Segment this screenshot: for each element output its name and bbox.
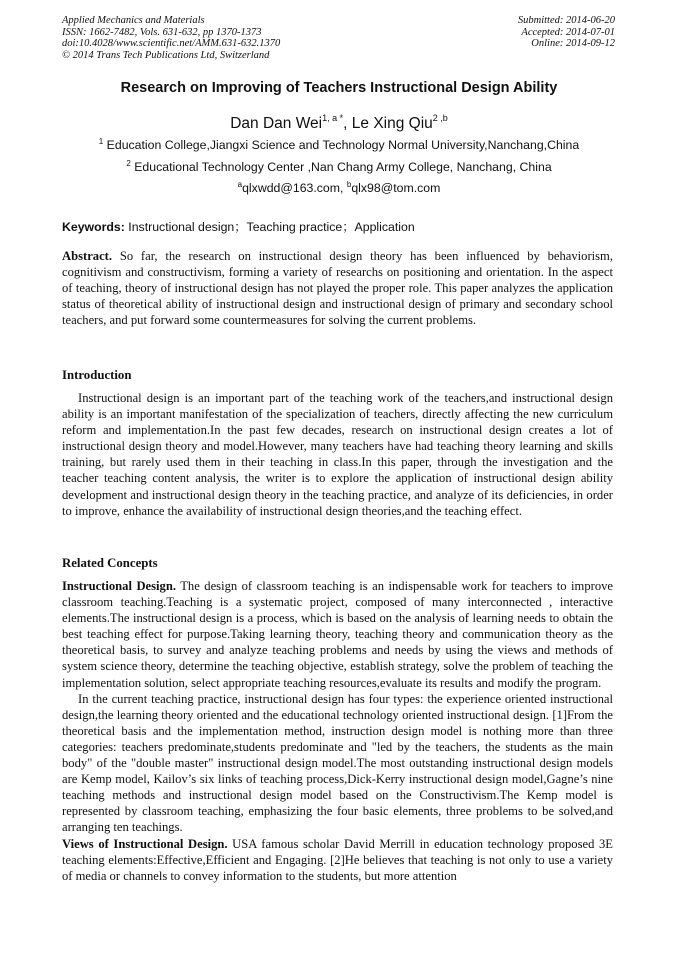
paragraph: [62, 578, 613, 691]
keywords: [62, 217, 415, 235]
author-name: Dan Dan Wei: [230, 115, 323, 132]
paragraph: Instructional design is an important part of the teaching work of the teachers,and instructional design ability is an important manifestation of the specialization of teachers, directly affecting the new curriculum reform and implementation.In the past few decades, research on instructional design creates a lot of instructional design theory and model.However, many teachers have had teaching theory learning and skills training, but rarely used them in their teaching in class.In this paper, through the investigation and the teacher teaching content analysis, the writer is to explore the application of instructional design ability development and instructional design theory in the teaching practice, and analyze of its deficiencies, in order to improve, enhance the availability of instructional design theories,and the teaching effect.: [62, 391, 613, 518]
related-concepts-section: [62, 578, 613, 884]
affiliation-number: 2: [126, 159, 131, 168]
author-emails: [0, 180, 678, 195]
journal-issn: ISSN: 1662-7482, Vols. 631-632, pp 1370-1373: [62, 26, 262, 38]
paragraph-text: USA famous scholar David Merrill in education technology proposed 3E teaching elements:Effective,Efficient and Engaging. [2]He believes that teaching is not only to use a variety of media or channels to convey information to the students, but more attention: [62, 836, 613, 883]
publication-dates: [518, 15, 615, 50]
email-marker: a: [237, 180, 243, 189]
journal-info: [62, 15, 280, 61]
affiliation-number: 1: [98, 137, 104, 146]
author-superscript: 2 ,b: [432, 113, 448, 123]
email-marker: b: [346, 180, 352, 189]
email-link[interactable]: qlxwdd@163.com,: [242, 181, 347, 195]
affiliation: [0, 159, 678, 174]
email-link[interactable]: qlx98@tom.com: [351, 181, 441, 195]
keywords-label: Keywords:: [62, 220, 125, 234]
paper-title: Research on Improving of Teachers Instructional Design Ability: [120, 80, 558, 96]
accepted-date: Accepted: 2014-07-01: [521, 26, 615, 38]
online-date: Online: 2014-09-12: [531, 38, 615, 49]
section-heading-related-concepts: Related Concepts: [62, 556, 158, 570]
journal-name: Applied Mechanics and Materials: [62, 15, 205, 26]
affiliation-text: Educational Technology Center ,Nan Chang Army College, Nanchang, China: [130, 160, 552, 174]
keywords-text: Instructional design；Teaching practice；Application: [124, 220, 415, 234]
paragraph-lead: Instructional Design.: [62, 579, 176, 593]
paragraph: [62, 836, 613, 884]
paragraph-text: The design of classroom teaching is an indispensable work for teachers to improve classroom teaching.Teaching is a systematic project, composed of many interconnected , interactive elements.The instructional design is a process, which is based on the analysis of learning needs to obtain the best teaching effect for purpose.Taking learning theory, teaching theory and communication theory as the theoretical basis, to survey and analyze teaching problems and needs by using the views and methods of system science theory, determine the teaching objective, establish strategy, solve the problem of teaching the implementation solution, select appropriate teaching resources,evaluate its results and modify the program.: [62, 579, 614, 690]
journal-copyright: © 2014 Trans Tech Publications Ltd, Switzerland: [62, 49, 270, 61]
journal-doi: doi:10.4028/www.scientific.net/AMM.631-632.1370: [62, 38, 281, 49]
abstract-label: Abstract.: [62, 249, 113, 263]
paragraph-lead: Views of Instructional Design.: [62, 836, 228, 851]
abstract: [62, 248, 613, 328]
abstract-text: So far, the research on instructional design theory has been influenced by behaviorism, cognitivism and constructivism, forming a variety of researchs on positioning and orientation. In the aspect of teaching, theory of instructional design has not played the proper role. This paper analyzes the application status of theoretical ability of instructional design and instructional design of primary and secondary school teachers, and put forward some countermeasures for solving the current problems.: [62, 249, 613, 328]
submitted-date: Submitted: 2014-06-20: [517, 15, 615, 26]
section-heading-introduction: Introduction: [62, 368, 132, 382]
author-name: Le Xing Qiu: [351, 115, 433, 132]
author-superscript: 1, a *: [322, 113, 344, 123]
author-separator: ,: [343, 115, 352, 132]
affiliation: [0, 137, 678, 152]
author-line: [0, 113, 678, 133]
introduction-section: [62, 390, 613, 519]
paragraph: In the current teaching practice, instructional design has four types: the experience oriented instructional design,the learning theory oriented and the educational technology oriented instructional design. [1]From the theoretical basis and the implementation method, instruction design model is nothing more than three categories: teachers predominate,students predominate and "led by the teachers, the students as the main body" of the "double master" instructional design model.The most outstanding instructional design models are Kemp model, Kailov’s six links of teaching process,Dick-Kerry instructional design model,Gagne’s nine teaching methods and instructional design model based on the Constructivism.The Kemp model is represented by classroom teaching, emphasizing the four basic elements, three problems to be solved,and arranging ten teachings.: [62, 691, 613, 835]
affiliation-text: Education College,Jiangxi Science and Technology Normal University,Nanchang,China: [103, 138, 580, 152]
